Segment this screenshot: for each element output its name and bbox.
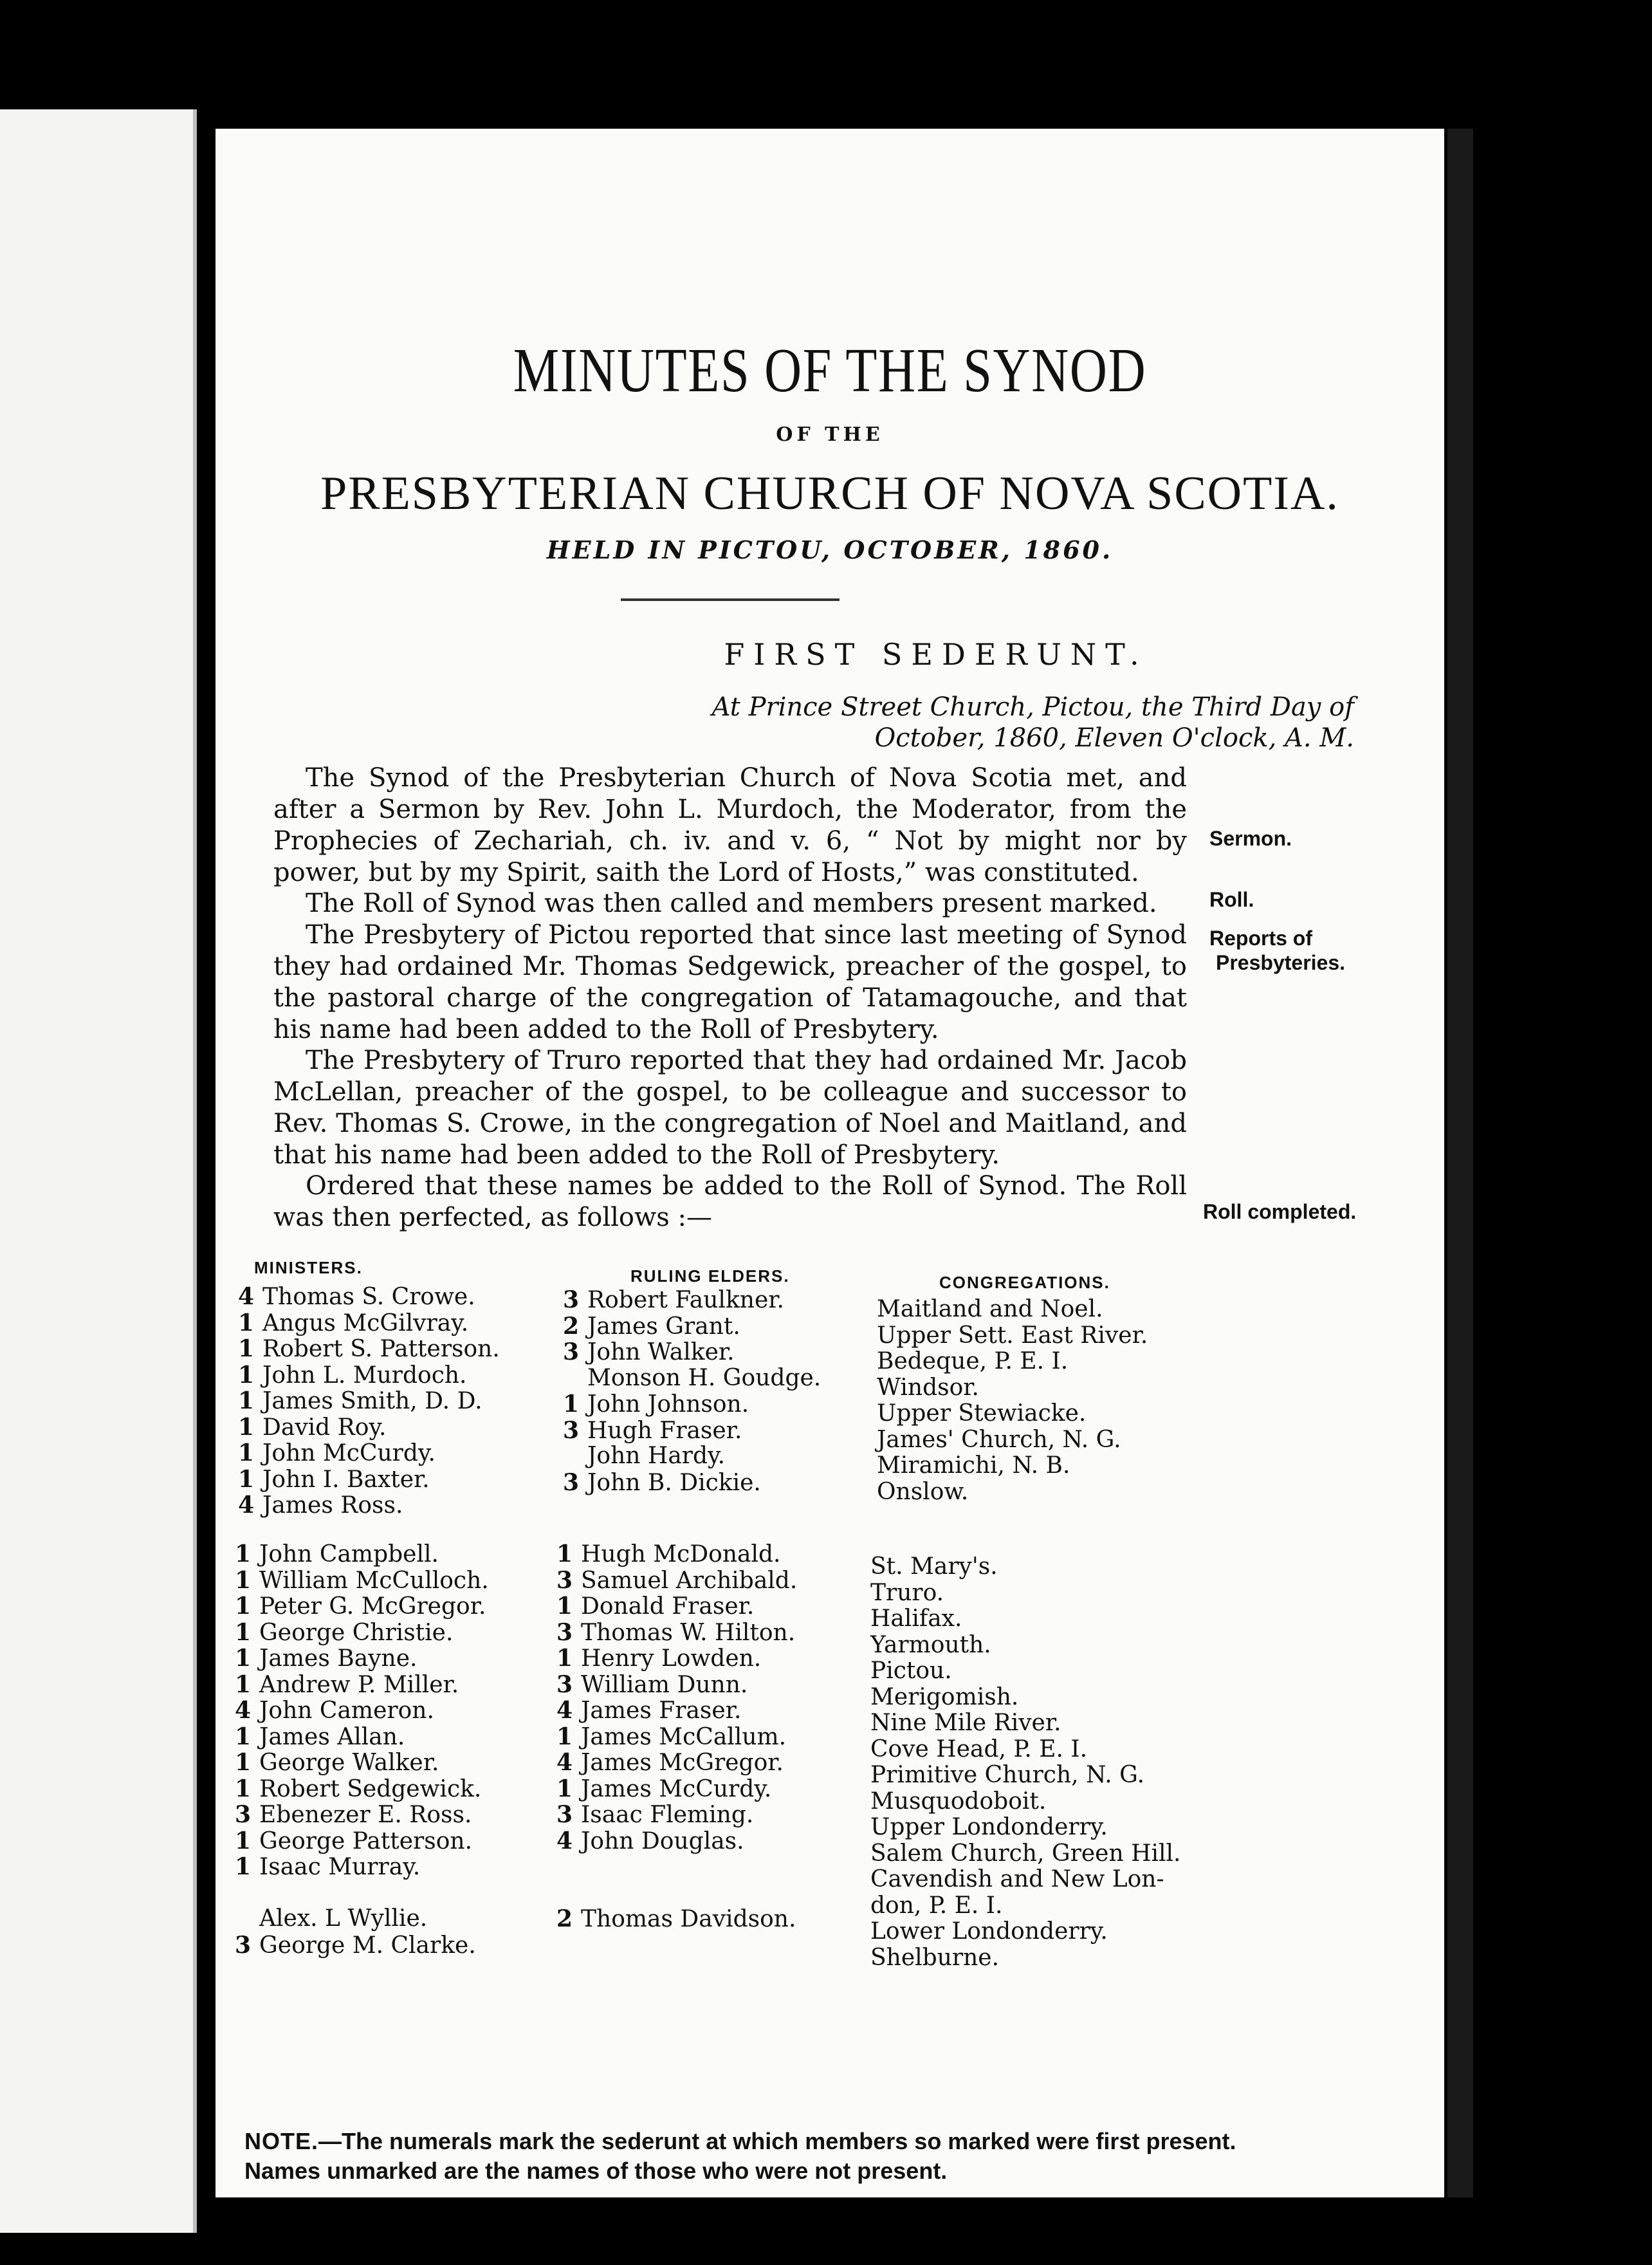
minister-entry-text: James Allan. [259, 1723, 405, 1750]
congregation-entry-text: Shelburne. [870, 1944, 1000, 1971]
elders-list-1 [563, 1287, 821, 1522]
sederunt-numeral: 3 [563, 1338, 580, 1365]
paragraph-truro: The Presbytery of Truro reported that they had ordained Mr. Jacob McLellan, preacher of the gospel, to be colleague and successor to Rev. Thomas S. Crowe, in the congregation of Noel and Maitland, and that his name had been added to the Roll of Presbytery. [273, 1046, 1187, 1170]
congregation-entry [870, 1919, 1180, 1945]
elder-entry-text: Thomas Davidson. [581, 1906, 796, 1932]
minister-entry [235, 1697, 489, 1724]
elder-entry [563, 1418, 821, 1444]
elder-entry-text: James McGregor. [581, 1750, 784, 1776]
sederunt-numeral: 3 [556, 1670, 573, 1698]
elder-entry [556, 1593, 797, 1620]
minister-entry [235, 1672, 489, 1698]
elder-entry [563, 1495, 821, 1522]
congregation-entry-text: Maitland and Noel. [877, 1296, 1103, 1322]
congregation-entry [870, 1685, 1180, 1711]
footnote [244, 2127, 1287, 2186]
sederunt-numeral: 1 [238, 1309, 255, 1336]
sederunt-numeral: 2 [563, 1312, 580, 1340]
sederunt-numeral: 1 [235, 1775, 252, 1802]
minister-entry [235, 1645, 489, 1672]
congregation-entry-text: don, P. E. I. [870, 1892, 1003, 1919]
footnote-label: NOTE. [244, 2128, 319, 2154]
held-line: HELD IN PICTOU, OCTOBER, 1860. [546, 535, 1114, 564]
elder-entry [556, 1750, 797, 1776]
congregation-entry [870, 1606, 1180, 1632]
minister-entry [238, 1310, 500, 1336]
congregations-list-2 [870, 1554, 1180, 1971]
column-header-elders: RULING ELDERS. [630, 1266, 790, 1286]
congregation-entry-text: Upper Londonderry. [870, 1814, 1108, 1840]
elder-entry-text: James Fraser. [581, 1697, 742, 1724]
elder-entry [556, 1906, 797, 1932]
congregation-entry-text: Merigomish. [870, 1683, 1019, 1710]
sederunt-numeral: 1 [238, 1439, 255, 1466]
elder-entry [563, 1365, 821, 1392]
congregation-entry [877, 1401, 1148, 1427]
book-spine [1447, 129, 1473, 2197]
elder-entry-text: John B. Dickie. [587, 1469, 761, 1496]
congregation-entry-text: Cove Head, P. E. I. [870, 1735, 1088, 1762]
elder-entry [556, 1854, 797, 1880]
sederunt-numeral: 4 [556, 1749, 573, 1776]
margin-note-roll-completed: Roll completed. [1203, 1200, 1357, 1223]
congregation-entry-text: Upper Stewiacke. [877, 1400, 1087, 1427]
sederunt-numeral: 1 [238, 1335, 255, 1362]
minister-entry [238, 1336, 500, 1362]
sederunt-numeral: 1 [235, 1645, 252, 1672]
minister-entry-text: George Walker. [259, 1750, 439, 1776]
congregation-entry-text: Upper Sett. East River. [877, 1322, 1148, 1349]
sederunt-numeral: 4 [238, 1492, 255, 1519]
minister-entry-text: Thomas S. Crowe. [262, 1284, 475, 1310]
congregation-entry-text: Lower Londonderry. [870, 1918, 1108, 1945]
minister-entry-text: John L. Murdoch. [262, 1362, 467, 1389]
elder-entry [556, 1880, 797, 1907]
ministers-list-1 [238, 1284, 500, 1519]
congregation-entry [870, 1893, 1180, 1919]
place-line-2: October, 1860, Eleven O'clock, A. M. [874, 723, 1354, 753]
minister-entry [235, 1880, 489, 1907]
minister-entry-text: George Christie. [259, 1619, 454, 1646]
sederunt-numeral: 1 [556, 1593, 573, 1620]
sederunt-numeral: 3 [235, 1931, 252, 1959]
elder-entry [563, 1287, 821, 1313]
margin-note-roll: Roll. [1209, 888, 1254, 911]
congregation-entry [870, 1580, 1180, 1607]
congregation-entry [870, 1945, 1180, 1972]
congregation-entry-text: Halifax. [870, 1605, 962, 1632]
congregation-entry [870, 1658, 1180, 1685]
minister-entry-text: James Ross. [262, 1492, 403, 1519]
church-name: PRESBYTERIAN CHURCH OF NOVA SCOTIA. [320, 467, 1339, 520]
congregations-list-1 [877, 1297, 1148, 1531]
sederunt-numeral: 1 [556, 1775, 573, 1802]
elder-entry [556, 1645, 797, 1672]
minister-entry [238, 1284, 500, 1310]
congregation-entry-text: Pictou. [870, 1658, 952, 1684]
minister-entry-text: Angus McGilvray. [262, 1309, 469, 1336]
facing-page-edge [0, 109, 197, 2233]
sederunt-numeral: 3 [235, 1801, 252, 1828]
sederunt-numeral: 3 [563, 1416, 580, 1444]
minister-entry [235, 1567, 489, 1594]
sederunt-numeral: 2 [556, 1905, 573, 1932]
minister-entry-text: Peter G. McGregor. [259, 1593, 486, 1620]
minister-entry [238, 1492, 500, 1519]
margin-note-reports-1: Reports of [1209, 927, 1312, 950]
minister-entry [235, 1802, 489, 1828]
elder-entry [556, 1567, 797, 1594]
margin-note-sermon: Sermon. [1209, 827, 1292, 850]
congregation-entry [870, 1710, 1180, 1737]
minister-entry-text: Isaac Murray. [259, 1854, 421, 1880]
document-title: MINUTES OF THE SYNOD [513, 336, 1147, 405]
minister-entry-text: John Campbell. [259, 1541, 439, 1567]
minister-entry-text: Alex. L Wyllie. [259, 1905, 428, 1932]
column-header-ministers: MINISTERS. [254, 1258, 363, 1277]
sederunt-numeral: 1 [556, 1645, 573, 1672]
congregation-entry-text: Cavendish and New Lon- [870, 1866, 1164, 1892]
minister-entry-text: David Roy. [262, 1414, 387, 1441]
sederunt-numeral: 3 [563, 1286, 580, 1313]
minister-entry [235, 1932, 489, 1959]
paragraph-pictou: The Presbytery of Pictou reported that since last meeting of Synod they had ordained Mr. Thomas Sedgewick, preacher of the gospel, to the pastoral charge of the congregation of Tatamagouche, and that his name had been added to the Roll of Presbytery. [273, 920, 1187, 1044]
minister-entry [238, 1362, 500, 1389]
congregation-entry [877, 1349, 1148, 1375]
minister-entry-text: John Cameron. [259, 1697, 434, 1724]
congregation-entry-text: Nine Mile River. [870, 1710, 1061, 1736]
congregation-entry [870, 1632, 1180, 1659]
sederunt-numeral: 1 [238, 1413, 255, 1441]
congregation-entry-text: Windsor. [877, 1374, 979, 1401]
sederunt-place [537, 692, 1464, 753]
congregation-entry [870, 1762, 1180, 1789]
ministers-list-2 [235, 1541, 489, 1958]
minister-entry-text: Andrew P. Miller. [259, 1671, 459, 1698]
minister-entry [238, 1388, 500, 1414]
elder-entry [556, 1620, 797, 1646]
congregation-entry-text: St. Mary's. [870, 1553, 998, 1580]
divider-rule [621, 598, 840, 601]
document-page [216, 129, 1444, 2197]
sederunt-numeral: 1 [235, 1827, 252, 1854]
congregation-entry [870, 1841, 1180, 1867]
congregation-entry [877, 1297, 1148, 1323]
elder-entry-text: Samuel Archibald. [581, 1567, 798, 1594]
sederunt-numeral: 1 [238, 1387, 255, 1414]
column-header-congregations: CONGREGATIONS. [939, 1273, 1110, 1292]
sederunt-numeral: 1 [235, 1566, 252, 1594]
sederunt-numeral: 1 [235, 1749, 252, 1776]
congregation-entry-text: Onslow. [877, 1478, 969, 1505]
sederunt-numeral: 1 [238, 1465, 255, 1493]
elder-entry-text: Hugh Fraser. [587, 1417, 742, 1444]
elder-entry-text: Robert Faulkner. [587, 1287, 784, 1313]
minister-entry [235, 1541, 489, 1567]
congregation-entry-text: James' Church, N. G. [877, 1426, 1121, 1453]
congregation-entry [877, 1427, 1148, 1454]
minister-entry-text: James Smith, D. D. [262, 1388, 482, 1414]
sederunt-numeral: 1 [235, 1853, 252, 1880]
congregation-entry [870, 1554, 1180, 1580]
sederunt-numeral: 1 [556, 1540, 573, 1567]
elder-entry [556, 1776, 797, 1802]
congregation-entry [870, 1867, 1180, 1893]
minister-entry [235, 1724, 489, 1750]
minister-entry-text: John I. Baxter. [262, 1466, 430, 1493]
minister-entry [238, 1466, 500, 1493]
sederunt-numeral: 3 [563, 1468, 580, 1496]
congregation-entry [877, 1505, 1148, 1531]
elder-entry [563, 1313, 821, 1340]
sederunt-numeral: 1 [556, 1723, 573, 1750]
sederunt-numeral: 3 [556, 1618, 573, 1646]
minister-entry-text: James Bayne. [259, 1645, 418, 1672]
congregation-entry [870, 1789, 1180, 1815]
minister-entry [238, 1414, 500, 1441]
minister-entry-text: Ebenezer E. Ross. [259, 1802, 472, 1828]
congregation-entry [877, 1453, 1148, 1479]
elder-entry [556, 1724, 797, 1750]
minister-entry [235, 1620, 489, 1646]
sederunt-numeral: 4 [235, 1697, 252, 1724]
paragraph-roll: The Roll of Synod was then called and members present marked. [306, 889, 1157, 918]
sederunt-numeral: 1 [235, 1593, 252, 1620]
minister-entry [235, 1906, 489, 1932]
elder-entry [563, 1391, 821, 1418]
minister-entry-text: George Patterson. [259, 1827, 473, 1854]
elder-entry-text: Hugh McDonald. [581, 1541, 781, 1567]
elder-entry-text: Thomas W. Hilton. [581, 1619, 796, 1646]
elder-entry [563, 1470, 821, 1496]
minister-entry [235, 1750, 489, 1776]
congregation-entry [877, 1323, 1148, 1349]
elder-entry-text: James McCallum. [581, 1723, 787, 1750]
margin-note-reports-2: Presbyteries. [1216, 951, 1346, 974]
minister-entry [238, 1440, 500, 1466]
congregation-entry-text: Yarmouth. [870, 1631, 991, 1658]
sederunt-heading: FIRST SEDERUNT. [724, 637, 1148, 672]
elder-entry-text: John Hardy. [587, 1443, 726, 1469]
sederunt-numeral: 1 [235, 1540, 252, 1567]
sederunt-numeral: 1 [235, 1670, 252, 1698]
congregation-entry [877, 1375, 1148, 1401]
elder-entry-text: Henry Lowden. [581, 1645, 762, 1672]
minister-entry [235, 1593, 489, 1620]
congregation-entry-text: Truro. [870, 1579, 944, 1606]
sederunt-numeral: 4 [556, 1827, 573, 1854]
elder-entry [556, 1697, 797, 1724]
elders-list-2 [556, 1541, 797, 1958]
elder-entry-text: Isaac Fleming. [581, 1802, 754, 1828]
sederunt-numeral: 1 [235, 1723, 252, 1750]
elder-entry-text: John Douglas. [581, 1827, 744, 1854]
elder-entry [563, 1339, 821, 1365]
elder-entry-text: Monson H. Goudge. [587, 1364, 821, 1391]
sederunt-numeral: 1 [563, 1391, 580, 1418]
elder-entry-text: Donald Fraser. [581, 1593, 755, 1620]
minister-entry-text: Robert S. Patterson. [262, 1336, 500, 1362]
congregation-entry-text: Bedeque, P. E. I. [877, 1348, 1069, 1374]
title-connector: OF THE [776, 423, 884, 446]
elder-entry-text: James McCurdy. [581, 1775, 772, 1802]
minister-entry-text: George M. Clarke. [259, 1932, 476, 1959]
elder-entry [556, 1541, 797, 1567]
congregation-entry-text: Salem Church, Green Hill. [870, 1840, 1181, 1867]
minister-entry [235, 1828, 489, 1854]
elder-entry-text: William Dunn. [581, 1671, 748, 1698]
minister-entry [235, 1854, 489, 1880]
footnote-text: —The numerals mark the sederunt at which members so marked were first present. Names unmarked are the names of those who were not present. [244, 2128, 1236, 2184]
congregation-entry [870, 1815, 1180, 1841]
congregation-entry-text: Primitive Church, N. G. [870, 1762, 1145, 1788]
congregation-entry-text: Musquodoboit. [870, 1788, 1047, 1815]
place-line-1: At Prince Street Church, Pictou, the Third Day of [711, 692, 1354, 722]
minister-entry [235, 1776, 489, 1802]
congregation-entry [877, 1479, 1148, 1506]
sederunt-numeral: 3 [556, 1801, 573, 1828]
congregation-entry-text: Miramichi, N. B. [877, 1452, 1070, 1479]
congregation-entry [870, 1737, 1180, 1763]
elder-entry [563, 1443, 821, 1470]
elder-entry-text: John Johnson. [587, 1391, 749, 1418]
minister-entry-text: John McCurdy. [262, 1440, 436, 1466]
sederunt-numeral: 4 [556, 1697, 573, 1724]
sederunt-numeral: 1 [238, 1361, 255, 1389]
minister-entry-text: Robert Sedgewick. [259, 1775, 482, 1802]
sederunt-numeral: 3 [556, 1566, 573, 1594]
elder-entry-text: James Grant. [587, 1313, 740, 1340]
elder-entry [556, 1932, 797, 1959]
minister-entry-text: William McCulloch. [259, 1567, 489, 1594]
sederunt-numeral: 4 [238, 1283, 255, 1310]
paragraph-constitution: The Synod of the Presbyterian Church of Nova Scotia met, and after a Sermon by Rev. John L. Murdoch, the Moderator, from the Prophecies of Zechariah, ch. iv. and v. 6, “ Not by might nor by power, but by my Spirit, saith the Lord of Hosts,” was constituted. [273, 763, 1187, 887]
elder-entry [556, 1802, 797, 1828]
sederunt-numeral: 1 [235, 1618, 252, 1646]
elder-entry [556, 1828, 797, 1854]
elder-entry [556, 1672, 797, 1698]
elder-entry-text: John Walker. [587, 1339, 735, 1365]
paragraph-ordered: Ordered that these names be added to the Roll of Synod. The Roll was then perfected, as follows :— [273, 1171, 1187, 1232]
